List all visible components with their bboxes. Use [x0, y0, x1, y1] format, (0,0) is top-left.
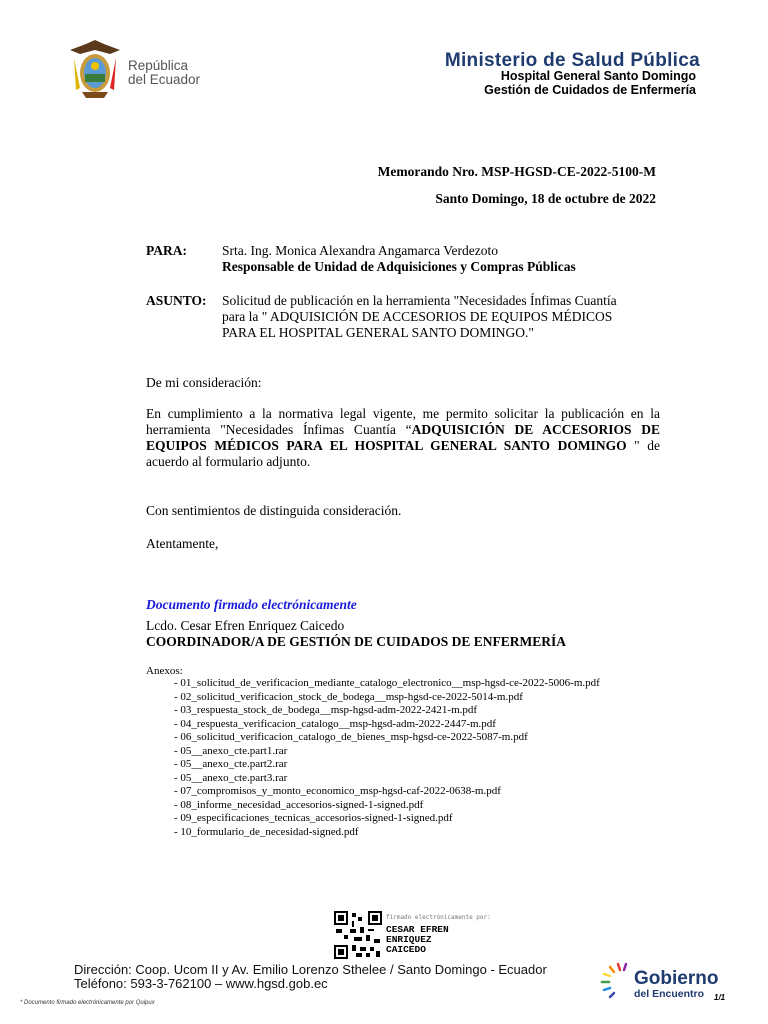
recipient-role: Responsable de Unidad de Adquisiciones y Compras Públicas [222, 259, 576, 274]
ministry-name: Ministerio de Salud Pública [444, 50, 700, 71]
subject-line-3: PARA EL HOSPITAL GENERAL SANTO DOMINGO." [222, 325, 534, 340]
body-paragraph-end: " de acuerdo al formulario adjunto. [146, 438, 660, 469]
farewell: Atentamente, [146, 536, 219, 551]
annex-item: - 04_respuesta_verificacion_catalogo__msp-hgsd-adm-2022-2447-m.pdf [174, 717, 496, 730]
stamp-name-line3: CAICEDO [386, 944, 426, 955]
greeting: De mi consideración: [146, 375, 262, 390]
page-number: 1/1 [714, 993, 726, 1002]
government-logo-text: Gobierno [634, 968, 719, 989]
subject-line-1: Solicitud de publicación en la herramienta "Necesidades Ínfimas Cuantía [222, 293, 617, 308]
annex-item: - 05__anexo_cte.part1.rar [174, 744, 288, 757]
hospital-name: Hospital General Santo Domingo [500, 69, 696, 83]
closing: Con sentimientos de distinguida consideración. [146, 503, 402, 518]
body-paragraph-bold: ADQUISICIÓN DE ACCESORIOS DE EQUIPOS MÉDICOS PARA EL HOSPITAL GENERAL SANTO DOMINGO [146, 422, 660, 453]
department-name: Gestión de Cuidados de Enfermería [484, 83, 696, 97]
footer-phone: Teléfono: 593-3-762100 – www.hgsd.gob.ec [74, 976, 328, 991]
country-name-line2: del Ecuador [128, 72, 201, 87]
subject-label: ASUNTO: [146, 293, 207, 308]
body-paragraph-start: En cumplimiento a la normativa legal vigente, me permito solicitar la publicación en la herramienta "Necesidades Ínfimas Cuantía “ [146, 406, 660, 437]
annex-item: - 08_informe_necesidad_accesorios-signed-1-signed.pdf [174, 798, 424, 811]
stamp-name-line2: ENRIQUEZ [386, 934, 432, 945]
memo-number: Memorando Nro. MSP-HGSD-CE-2022-5100-M [377, 164, 656, 179]
memo-date: Santo Domingo, 18 de octubre de 2022 [435, 191, 656, 206]
signer-role: COORDINADOR/A DE GESTIÓN DE CUIDADOS DE ENFERMERÍA [146, 634, 567, 649]
annex-item: - 05__anexo_cte.part3.rar [174, 771, 288, 784]
annex-item: - 03_respuesta_stock_de_bodega__msp-hgsd-adm-2022-2421-m.pdf [174, 704, 478, 716]
annexes-list [174, 677, 600, 839]
annex-item: - 07_compromisos_y_monto_economico_msp-hgsd-caf-2022-0638-m.pdf [174, 785, 501, 797]
footer-address: Dirección: Coop. Ucom II y Av. Emilio Lorenzo Sthelee / Santo Domingo - Ecuador [74, 962, 547, 977]
annex-item: - 02_solicitud_verificacion_stock_de_bodega__msp-hgsd-ce-2022-5014-m.pdf [174, 690, 523, 703]
annexes-title: Anexos: [146, 665, 183, 677]
government-logo-subtext: del Encuentro [634, 988, 705, 1000]
stamp-name-line1: CESAR EFREN [386, 924, 449, 935]
signer-name: Lcdo. Cesar Efren Enriquez Caicedo [146, 618, 345, 633]
to-label: PARA: [146, 243, 187, 258]
annex-item: - 09_especificaciones_tecnicas_accesorios-signed-1-signed.pdf [174, 812, 453, 824]
subject-line-2: para la " ADQUISICIÓN DE ACCESORIOS DE EQUIPOS MÉDICOS [222, 309, 613, 324]
stamp-caption: firmado electrónicamente por: [386, 914, 491, 921]
coat-of-arms-logo [66, 38, 124, 100]
body-paragraph [146, 406, 660, 470]
footnote: * Documento firmado electrónicamente por Quipux [20, 1000, 155, 1006]
annex-item: - 06_solicitud_verificacion_catalogo_de_bienes_msp-hgsd-ce-2022-5087-m.pdf [174, 731, 528, 743]
electronic-signature-note: Documento firmado electrónicamente [146, 597, 357, 612]
annex-item: - 10_formulario_de_necesidad-signed.pdf [174, 825, 359, 838]
annex-item: - 01_solicitud_de_verificacion_mediante_catalogo_electronico__msp-hgsd-ce-2022-5006-m.pdf [174, 677, 600, 689]
annex-item: - 05__anexo_cte.part2.rar [174, 758, 288, 770]
qr-code-icon [334, 911, 382, 959]
stamp-signer-name [386, 925, 449, 955]
country-name-line1: República [128, 58, 189, 73]
recipient-name: Srta. Ing. Monica Alexandra Angamarca Verdezoto [222, 243, 499, 258]
